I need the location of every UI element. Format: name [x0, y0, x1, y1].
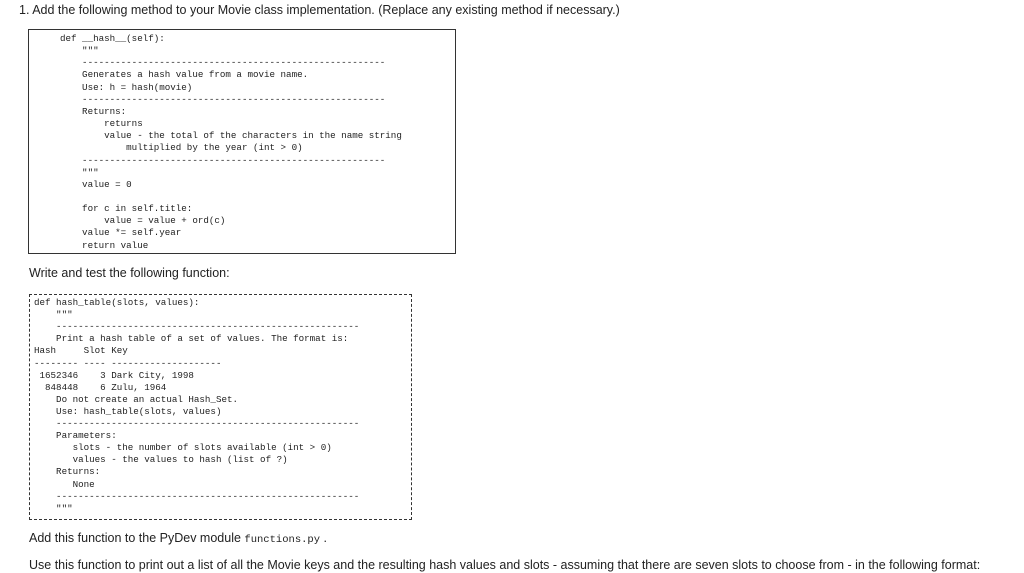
- code-line: return value: [60, 239, 149, 251]
- code-line: Hash Slot Key: [34, 345, 128, 357]
- step1-instruction: 1. Add the following method to your Movie class implementation. (Replace any existing method if necessary.): [19, 3, 620, 17]
- write-test-instruction: Write and test the following function:: [29, 266, 230, 280]
- hash-method-code-box: [28, 29, 456, 254]
- code-line: """: [34, 309, 73, 321]
- code-line: 1652346 3 Dark City, 1998: [34, 369, 194, 381]
- code-line: """: [60, 45, 99, 57]
- code-line: -------------------------------------------------------: [34, 418, 360, 429]
- code-line: -------------------------------------------------------: [34, 490, 360, 502]
- hash-table-code-box: [29, 294, 412, 520]
- code-line: Returns:: [60, 105, 127, 117]
- code-line: value *= self.year: [60, 227, 182, 239]
- code-line: def __hash__(self):: [60, 33, 165, 44]
- code-line: value = 0: [60, 178, 132, 190]
- code-line: value = value + ord(c): [60, 215, 226, 227]
- code-line: Print a hash table of a set of values. The format is:: [34, 333, 349, 345]
- code-line: returns: [60, 118, 143, 130]
- code-line: Use: hash_table(slots, values): [34, 405, 222, 417]
- code-line: Parameters:: [34, 430, 117, 442]
- code-line: -------------------------------------------------------: [60, 93, 386, 105]
- code-line: 848448 6 Zulu, 1964: [34, 381, 167, 393]
- code-line: multiplied by the year (int > 0): [60, 142, 303, 154]
- code-line: """: [34, 502, 73, 514]
- code-line: -------------------------------------------------------: [60, 154, 386, 166]
- code-line: Returns:: [34, 466, 101, 478]
- code-line: slots - the number of slots available (int > 0): [34, 442, 332, 454]
- code-line: None: [34, 478, 95, 490]
- code-line: -------------------------------------------------------: [34, 321, 360, 333]
- add-function-instruction: [29, 531, 327, 548]
- code-line: -------------------------------------------------------: [60, 57, 386, 69]
- add-function-suffix: .: [320, 531, 327, 545]
- code-line: value - the total of the characters in the name string: [60, 130, 402, 142]
- code-line: """: [60, 166, 99, 178]
- add-function-text: Add this function to the PyDev module: [29, 531, 245, 545]
- code-line: def hash_table(slots, values):: [34, 297, 200, 308]
- code-line: -------- ---- --------------------: [34, 357, 222, 369]
- code-line: for c in self.title:: [60, 203, 193, 215]
- code-line: Generates a hash value from a movie name.: [60, 69, 309, 81]
- code-line: values - the values to hash (list of ?): [34, 454, 288, 466]
- module-name: functions.py: [244, 534, 321, 546]
- code-line: Do not create an actual Hash_Set.: [34, 393, 238, 405]
- use-function-instruction: Use this function to print out a list of all the Movie keys and the resulting hash values and slots - assuming that there are seven slots to choose from - in the following format:: [29, 558, 981, 572]
- code-line: Use: h = hash(movie): [60, 81, 193, 93]
